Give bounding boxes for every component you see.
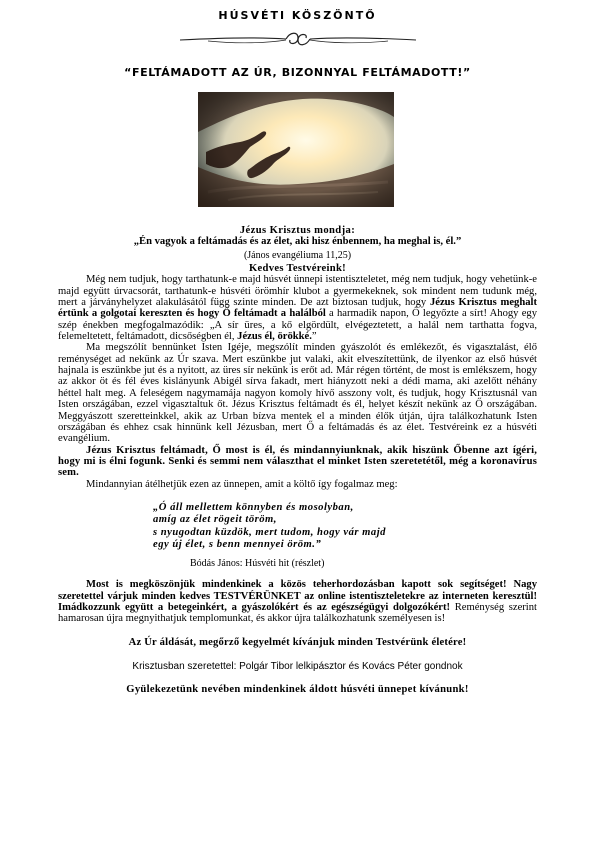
poem-source: Bódás János: Húsvéti hit (részlet)	[190, 557, 325, 569]
poem	[153, 502, 537, 552]
poem-line: „Ó áll mellettem könnyben és mosolyban,	[153, 501, 354, 513]
tomb-hands-image	[198, 92, 394, 207]
letter-body	[58, 225, 537, 696]
bold-text-run: Jézus Krisztus meghalt értünk a golgotai kereszten és hogy Ő feltámadt a halálból	[58, 297, 538, 320]
bold-text-run: Most is megköszönjük mindenkinek a közös teherhordozásban kapott sok segítséget! Nagy szeretettel várjuk minden kedves TESTVÉRÜNKET az online istentiszteletekre az interneten keresztül! Imádkozzunk együtt a betegeinkért, a gyászolókért és az egészségügyi dolgozókért!	[58, 579, 537, 613]
poem-line: egy új élet, s benn mennyei öröm.”	[153, 539, 322, 551]
paragraph-4: Mindannyian átélhetjük ezen az ünnepen, amit a költő így fogalmaz meg:	[86, 478, 398, 490]
thanks-paragraph	[58, 579, 537, 624]
header-title: HÚSVÉTI KÖSZÖNTŐ	[218, 9, 377, 22]
ornament-divider	[178, 28, 418, 50]
text-run: a harmadik napon, Ő legyőzte a sírt! Ahogy egy szép énekben megfogalmazódik: „A sír üres, a kő elgördült, elvégeztetett, a halál nem tarthatta fogva, felemeltetett, feltámadott, dicsőségben él,	[58, 308, 538, 343]
bible-reference: (János evangéliuma 11,25)	[243, 249, 352, 261]
paragraph-3: Jézus Krisztus feltámadt, Ő most is él, és mindannyiunknak, akik hiszünk Őbenne azt ígéri, hogy mi is élni fogunk. Senki és semmi nem választhat el minket Isten szeretetétől, még a koronavírus sem.	[58, 444, 537, 479]
greeting: Kedves Testvéreink!	[248, 263, 347, 275]
poem-line: amíg az élet rögeit töröm,	[153, 514, 277, 526]
closing-wish: Gyülekezetünk nevében mindenkinek áldott húsvéti ünnepet kívánunk!	[126, 684, 469, 696]
bold-text-run: Jézus él, örökké.	[237, 331, 312, 343]
paragraph-2: Ma megszólít bennünket Isten Igéje, megszólít minden gyászolót és emlékezőt, és vigasztalást, élő reménységet ad nekünk az Úr szava. Mert eszünkbe jut valaki, akit elveszítettünk, de ilyenkor az első húsvét hajnala is eszünkbe jut és a nyitott, az üres sír nekünk is erőt ad. Már régen történt, de most is emlékszem, hogy az akkor öt és fél éves kislányunk Abigél sírva fakadt, mert hiányzott neki a dédi mama, aki azelőtt néhány héttel halt meg. A feleségem nagymamája nagyon komoly hívő asszony volt, és tudjuk, hogy Krisztusnál van Isten országában, ezzel vigasztaltuk őt. Jézus Krisztus feltámadt és él, helyet készít nekünk az Ő országában. Meggyászott szeretteinkkel, akik az Urban bízva mentek el a minden élők útján, újra találkozhatunk Isten országában és ehhez csak hinnünk kell Jézusban, mert Ő a feltámadás és az élet. Testvéreink ez a húsvéti evangélium.	[58, 342, 537, 445]
text-run: Még nem tudjuk, hogy tarthatunk-e majd húsvét ünnepi istentiszteletet, még nem tudjuk, hogy vehetünk-e majd együtt úrvacsorát, tarthatunk-e húsvéti örömhír klubot a gyermekeknek, sok mindent nem tudunk még, mert a járványhelyzet alakulásától függ szinte minden. De azt biztosan tudjuk, hogy	[58, 274, 537, 309]
text-run: Reménység szerint hamarosan újra megnyithatjuk templomunkat, és akkor újra találkozhatunk személyesen is!	[58, 601, 537, 625]
text-run: ”	[311, 331, 317, 343]
poem-line: s nyugodtan küzdök, mert tudom, hogy vár majd	[153, 526, 386, 538]
bible-quote: „Én vagyok a feltámadás és az élet, aki hisz énbennem, ha meghal is, él.”	[133, 236, 462, 248]
paragraph-1	[58, 274, 537, 342]
main-title: “FELTÁMADOTT AZ ÚR, BIZONNYAL FELTÁMADOTT!”	[124, 66, 471, 79]
quote-speaker: Jézus Krisztus mondja:	[239, 225, 356, 236]
blessing: Az Úr áldását, megőrző kegyelmét kívánjuk minden Testvérünk életére!	[128, 636, 467, 648]
signature: Krisztusban szeretettel: Polgár Tibor lelkipásztor és Kovács Péter gondnok	[132, 660, 463, 672]
